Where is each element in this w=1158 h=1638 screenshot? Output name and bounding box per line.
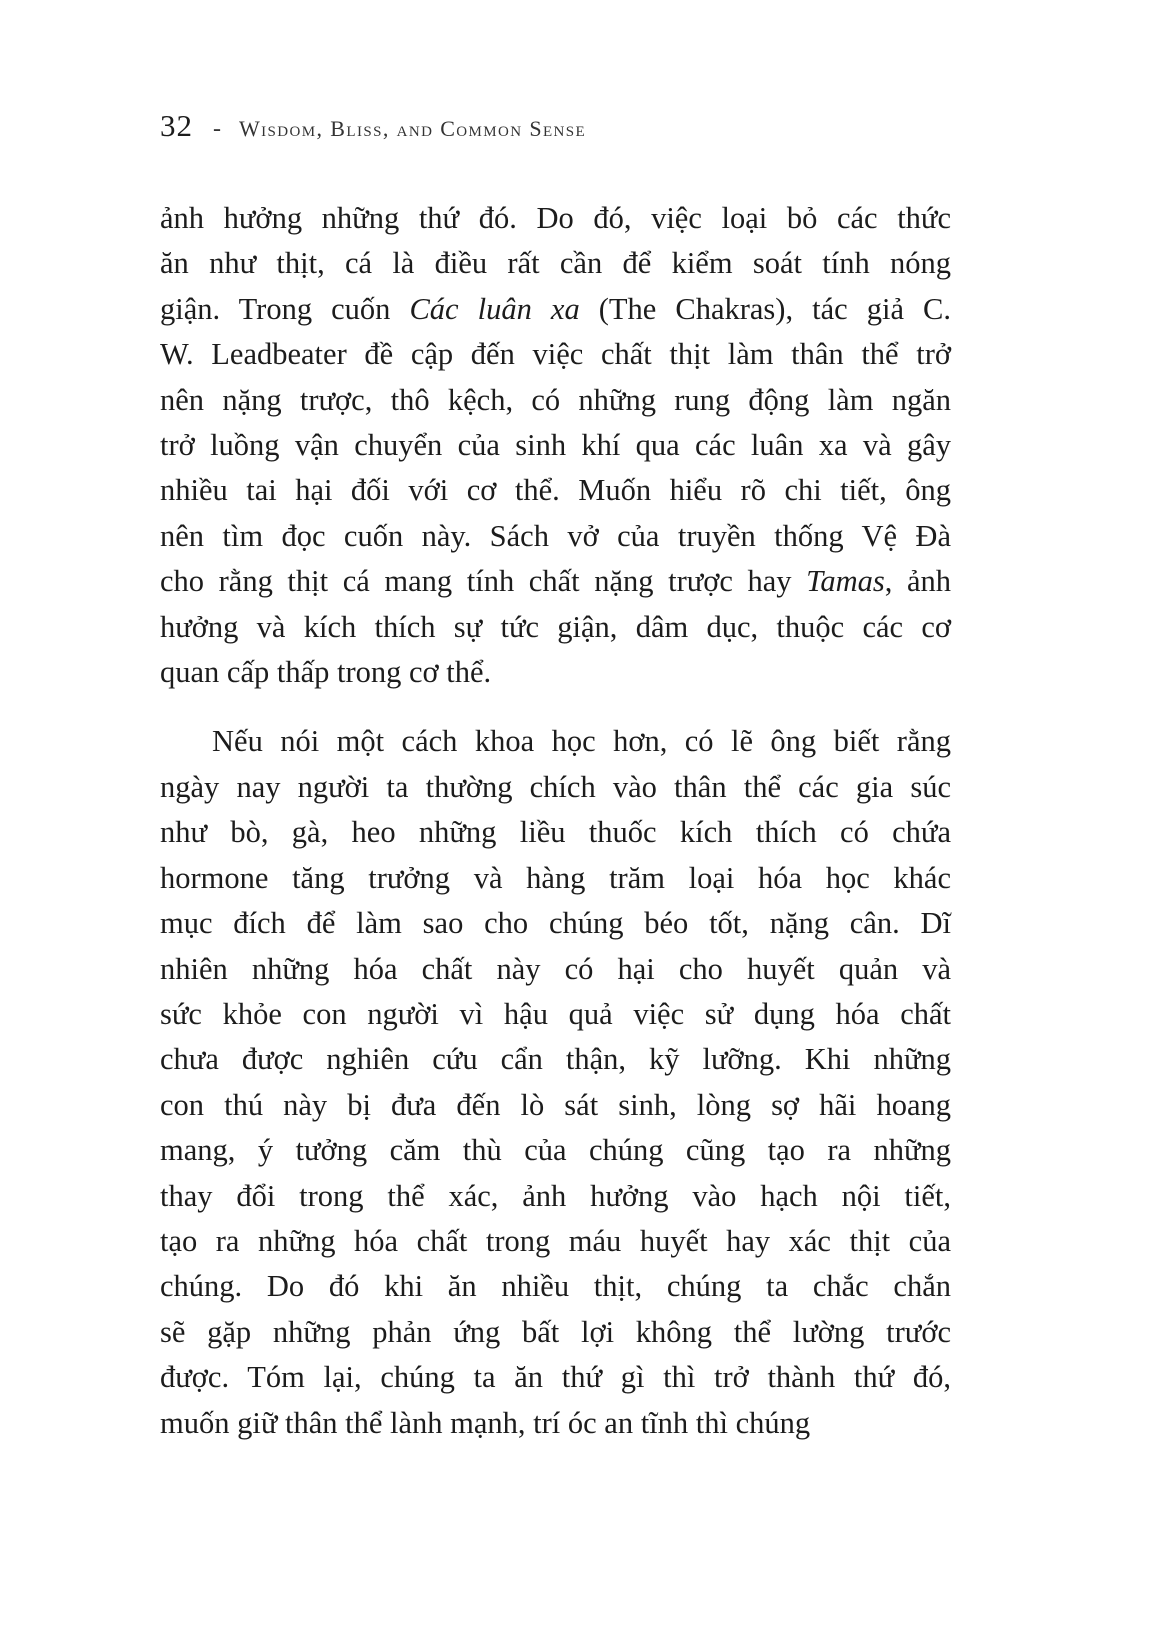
text-line: tạo ra những hóa chất trong máu huyết hay xác thịt của <box>160 1223 951 1258</box>
text-line: hormone tăng trưởng và hàng trăm loại hóa học khác <box>160 860 951 895</box>
text-line: nên nặng trược, thô kệch, có những rung động làm ngăn <box>160 382 951 417</box>
paragraph-1 <box>160 196 951 695</box>
text-line: sẽ gặp những phản ứng bất lợi không thể lường trước <box>160 1314 951 1349</box>
text-line: ảnh hưởng những thứ đó. Do đó, việc loại bỏ các thức <box>160 201 951 235</box>
body-text <box>160 196 951 1446</box>
header-separator: - <box>213 116 221 142</box>
text-line: mục đích để làm sao cho chúng béo tốt, nặng cân. Dĩ <box>160 906 951 941</box>
text-line: ngày nay người ta thường chích vào thân thể các gia súc <box>160 769 951 804</box>
text-line: Nếu nói một cách khoa học hơn, có lẽ ông biết rằng <box>212 724 951 759</box>
text-line: muốn giữ thân thể lành mạnh, trí óc an tĩnh thì chúng <box>160 1405 811 1440</box>
text-line: trở luồng vận chuyển của sinh khí qua các luân xa và gây <box>160 428 951 463</box>
text-line: chưa được nghiên cứu cẩn thận, kỹ lưỡng. Khi những <box>160 1042 951 1077</box>
text-line: thay đổi trong thể xác, ảnh hưởng vào hạch nội tiết, <box>160 1178 951 1213</box>
text-line: mang, ý tưởng căm thù của chúng cũng tạo ra những <box>160 1133 951 1168</box>
text-line: hưởng và kích thích sự tức giận, dâm dục, thuộc các cơ <box>160 609 951 644</box>
book-title: Wisdom, Bliss, and Common Sense <box>239 116 587 141</box>
italic-title: Các luân xa <box>409 291 580 326</box>
text-line: nên tìm đọc cuốn này. Sách vở của truyền thống Vệ Đà <box>160 518 951 553</box>
text-line: W. Leadbeater đề cập đến việc chất thịt làm thân thể trở <box>160 337 951 372</box>
text-line: nhiên những hóa chất này có hại cho huyết quản và <box>160 951 951 986</box>
paragraph-2 <box>160 719 951 1446</box>
text-line: cho rằng thịt cá mang tính chất nặng trược hay Tamas, ảnh <box>160 564 951 599</box>
text-line: được. Tóm lại, chúng ta ăn thứ gì thì trở thành thứ đó, <box>160 1360 951 1395</box>
running-head <box>160 108 586 144</box>
italic-title: Tamas <box>806 564 885 599</box>
text-line: con thú này bị đưa đến lò sát sinh, lòng sợ hãi hoang <box>160 1087 951 1122</box>
text-line: như bò, gà, heo những liều thuốc kích thích có chứa <box>160 815 951 850</box>
text-line: sức khỏe con người vì hậu quả việc sử dụng hóa chất <box>160 996 951 1031</box>
page-number: 32 <box>160 108 193 143</box>
text-line: giận. Trong cuốn Các luân xa (The Chakras), tác giả C. <box>160 291 951 326</box>
text-line: chúng. Do đó khi ăn nhiều thịt, chúng ta chắc chắn <box>160 1269 951 1304</box>
text-line: ăn như thịt, cá là điều rất cần để kiểm soát tính nóng <box>160 246 951 281</box>
text-line: nhiều tai hại đối với cơ thể. Muốn hiểu rõ chi tiết, ông <box>160 473 951 508</box>
text-line: quan cấp thấp trong cơ thể. <box>160 655 492 690</box>
